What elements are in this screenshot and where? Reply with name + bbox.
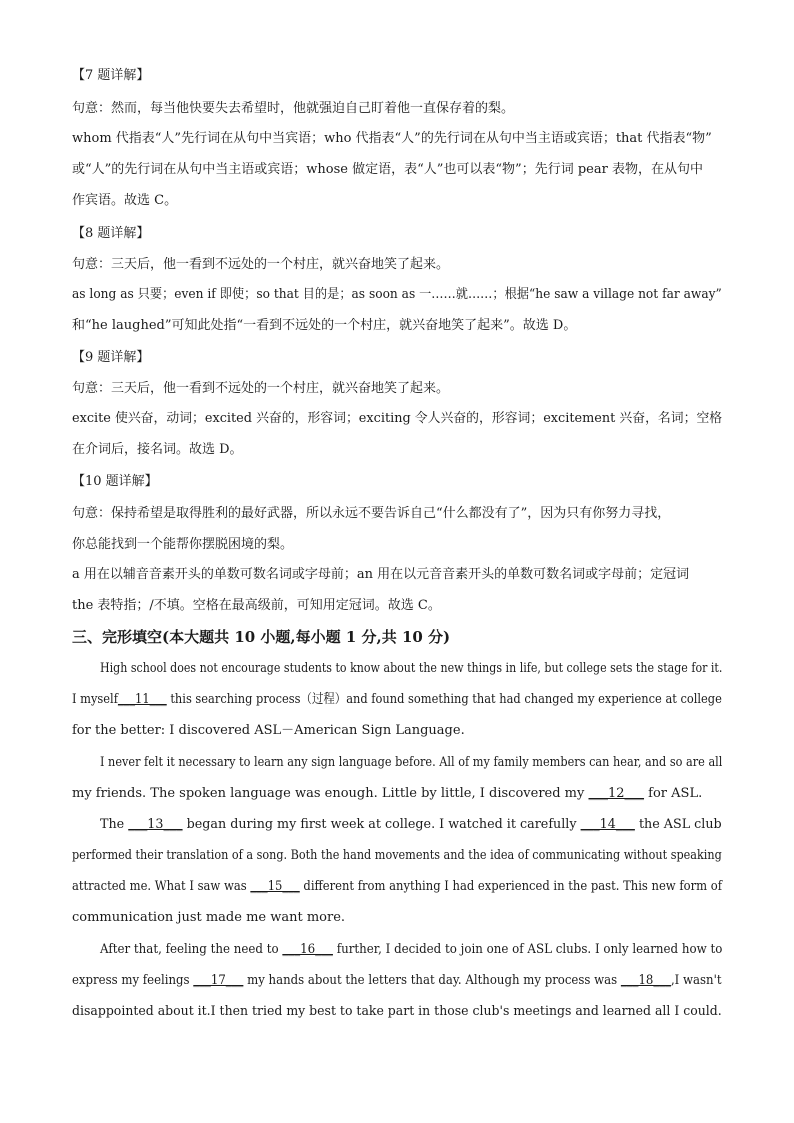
blank-16: ___16___ [282,942,333,957]
q8-line-2: as long as 只要；even if 即使；so that 目的是；as soon as 一……就……；根据“he saw a village not far away” [72,287,722,302]
q10-header: 【10 题详解】 [72,474,158,489]
blank-17: ___17___ [193,973,244,988]
p1-line-3: for the better: I discovered ASL－American Sign Language. [72,723,465,738]
p3-line-1 [100,816,722,834]
p3-line-4: communication just made me want more. [72,910,346,925]
blank-12: ___12___ [588,786,645,801]
p3-text: The [100,817,129,832]
q10-line-1: 句意：保持希望是取得胜利的最好武器，所以永远不要告诉自己“什么都没有了”，因为只有你努力寻找， [72,506,671,521]
p4-text: my hands about the letters that day. Although my process was [243,973,621,988]
blank-13: ___13___ [128,817,183,832]
q7-header: 【7 题详解】 [72,68,150,83]
p3-line-3 [72,878,722,896]
p4-line-1 [100,941,722,959]
q7-line-3: 或“人”的先行词在从句中当主语或宾语；whose 做定语，表“人”也可以表“物”；先行词 pear 表物，在从句中 [72,162,703,177]
q9-line-2: excite 使兴奋，动词；excited 兴奋的，形容词；exciting 令人兴奋的，形容词；excitement 兴奋，名词；空格 [72,411,723,426]
q9-line-1: 句意：三天后，他一看到不远处的一个村庄，就兴奋地笑了起来。 [72,381,450,396]
p2-line-1: I never felt it necessary to learn any sign language before. All of my family members can hear, and so are all [100,755,723,770]
q8-line-1: 句意：三天后，他一看到不远处的一个村庄，就兴奋地笑了起来。 [72,257,450,272]
blank-14: ___14___ [580,817,635,832]
p2-line-2 [72,785,702,803]
q9-header: 【9 题详解】 [72,350,150,365]
q9-line-3: 在介词后，接名词。故选 D。 [72,442,243,457]
p4-line-3: disappointed about it.I then tried my best to take part in those club's meetings and learned all I could. [72,1004,722,1019]
q10-line-2: 你总能找到一个能帮你摆脱困境的梨。 [72,537,294,552]
q10-line-4: the 表特指；/不填。空格在最高级前，可知用定冠词。故选 C。 [72,598,441,613]
blank-11: ___11___ [117,692,167,707]
blank-18: ___18___ [620,973,671,988]
p1-line-1: High school does not encourage students to know about the new things in life, but college sets the stage for it. [100,661,723,676]
blank-15: ___15___ [250,879,300,894]
p4-line-2 [72,972,722,990]
q7-line-1: 句意：然而，每当他快要失去希望时，他就强迫自己盯着他一直保存着的梨。 [72,101,515,116]
p4-text: express my feelings [72,973,194,988]
section-3-title: 三、完形填空(本大题共 10 小题,每小题 1 分,共 10 分) [72,628,451,646]
p2-text: my friends. The spoken language was enough. Little by little, I discovered my [72,786,589,801]
p1-text: I myself [72,692,118,707]
p1-text: this searching process（过程）and found something that had changed my experience at college [166,692,722,707]
q8-header: 【8 题详解】 [72,226,150,241]
p3-text: attracted me. What I saw was [72,879,251,894]
p4-text: further, I decided to join one of ASL clubs. I only learned how to [332,942,723,957]
p3-line-2: performed their translation of a song. Both the hand movements and the idea of communicating without speaking [72,848,722,863]
p4-text: ,I wasn't [670,973,722,988]
p4-text: After that, feeling the need to [100,942,283,957]
q10-line-3: a 用在以辅音音素开头的单数可数名词或字母前；an 用在以元音音素开头的单数可数名词或字母前；定冠词 [72,567,690,582]
q8-line-3: 和“he laughed”可知此处指“一看到不远处的一个村庄，就兴奋地笑了起来”。故选 D。 [72,318,577,333]
q7-line-4: 作宾语。故选 C。 [72,193,178,208]
p3-text: the ASL club [634,817,722,832]
p2-text: for ASL. [644,786,703,801]
p1-line-2 [72,691,722,709]
q7-line-2: whom 代指表“人”先行词在从句中当宾语；who 代指表“人”的先行词在从句中当主语或宾语；that 代指表“物” [72,131,712,146]
p3-text: began during my first week at college. I watched it carefully [182,817,581,832]
p3-text: different from anything I had experienced in the past. This new form of [299,879,723,894]
